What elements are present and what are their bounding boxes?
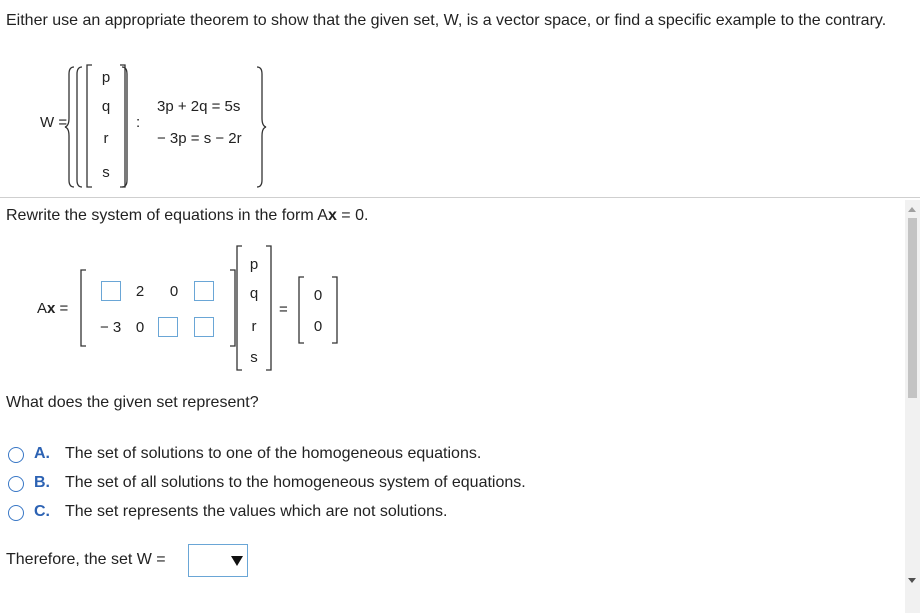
matrix-r1c3: 0 [169,283,179,300]
choice-c-text[interactable]: The set represents the values which are not solutions. [65,503,448,520]
x-vector-r: r [251,318,257,335]
matrix-equation [0,245,360,375]
choice-b-radio[interactable] [8,476,24,492]
scroll-up-icon[interactable] [907,205,917,213]
zero-vector-entry-1: 0 [313,287,323,304]
choice-b-text[interactable]: The set of all solutions to the homogeneous system of equations. [65,474,526,491]
matrix-r1c1-input[interactable] [101,281,121,301]
condition-2: − 3p = s − 2r [157,130,242,147]
matrix-r2c2: 0 [135,319,145,336]
colon: : [136,114,141,131]
x-vector-s: s [250,349,258,366]
matrix-r2c1: − 3 [100,319,122,336]
part2-question: What does the given set represent? [6,394,259,411]
section-divider [0,197,920,198]
right-brace [255,66,267,188]
conclusion-prefix: Therefore, the set W = [6,551,166,568]
scrollbar-thumb[interactable] [908,218,917,398]
zero-vector-entry-2: 0 [313,318,323,335]
triangle-down-icon [230,555,244,567]
choice-a-radio[interactable] [8,447,24,463]
set-label: W = [40,114,68,131]
matrix-r1c4-input[interactable] [194,281,214,301]
choice-c-radio[interactable] [8,505,24,521]
vector-entry-r: r [103,130,109,147]
equals-sign: = [279,301,288,318]
vector-entry-s: s [102,164,110,181]
choice-a-letter: A. [34,445,50,462]
part1-instruction: Rewrite the system of equations in the form Ax = 0. [6,207,369,224]
x-vector-q: q [249,285,259,302]
question-prompt: Either use an appropriate theorem to show that the given set, W, is a vector space, or find a specific example to the contrary. [6,12,887,29]
vector-entry-p: p [101,69,111,86]
scroll-down-icon[interactable] [907,577,917,585]
choice-a-text[interactable]: The set of solutions to one of the homogeneous equations. [65,445,482,462]
matrix-r2c4-input[interactable] [194,317,214,337]
matrix-r1c2: 2 [135,283,145,300]
left-brace [64,66,76,188]
choice-c-letter: C. [34,503,50,520]
matrix-r2c3-input[interactable] [158,317,178,337]
set-definition [0,60,300,190]
set-dropdown[interactable] [188,544,248,577]
vector-entry-q: q [101,98,111,115]
ax-label: Ax = [37,300,69,317]
condition-1: 3p + 2q = 5s [157,98,241,115]
x-vector-p: p [249,256,259,273]
choice-b-letter: B. [34,474,50,491]
